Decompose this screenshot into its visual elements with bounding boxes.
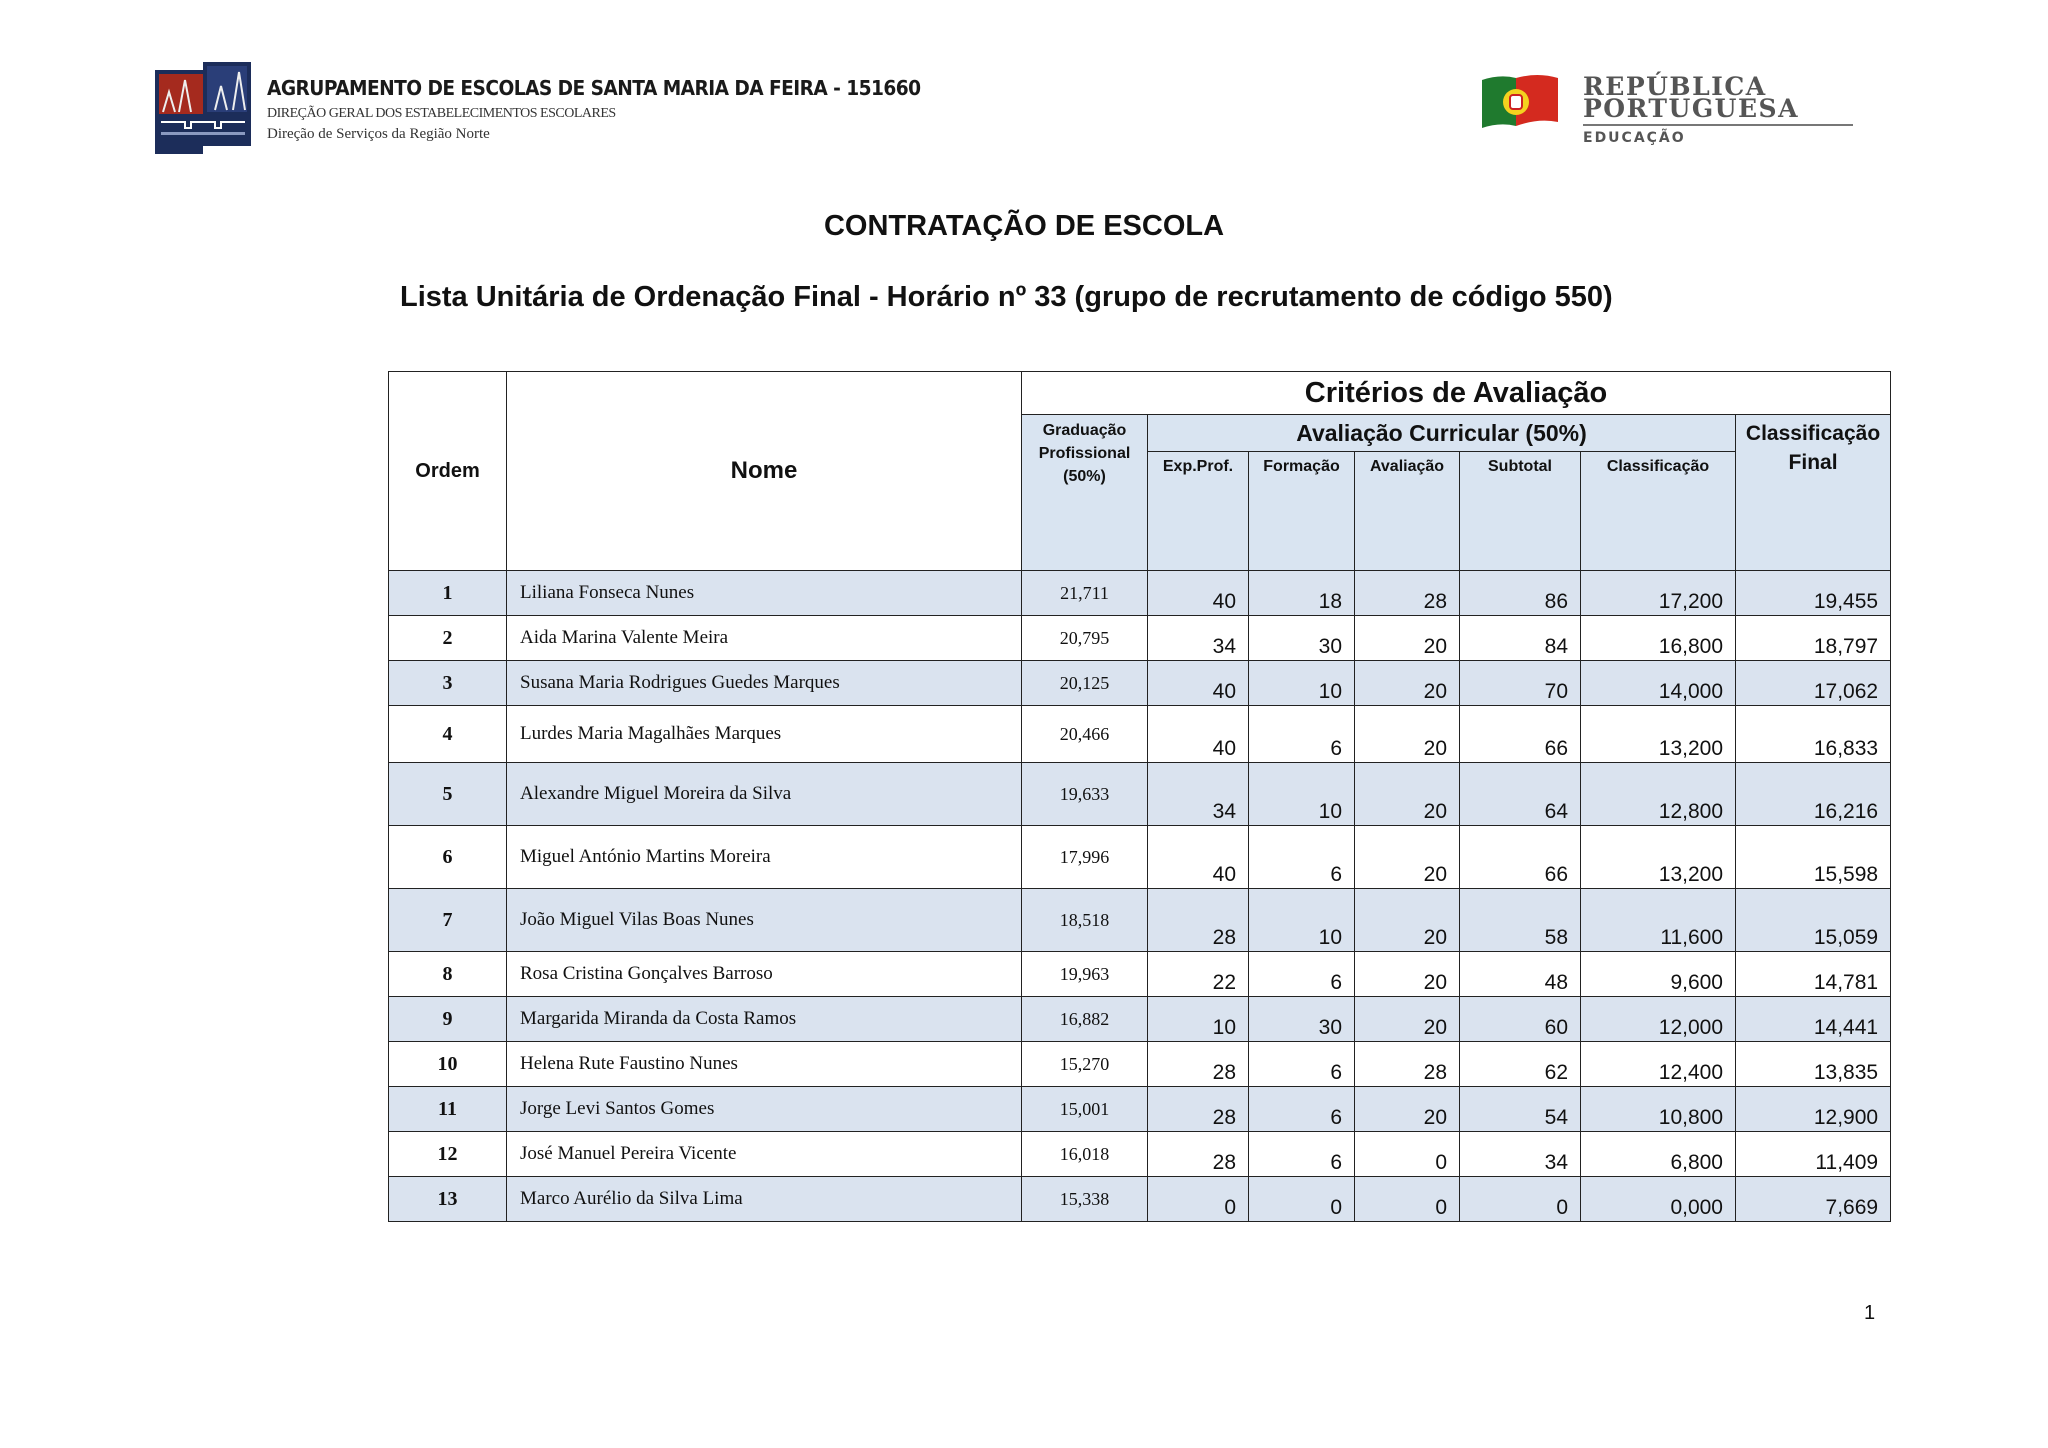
document-subtitle: Lista Unitária de Ordenação Final - Horário nº 33 (grupo de recrutamento de código 550) [400,281,1613,313]
cell-classificacao-final: 19,455 [1736,571,1891,616]
cell-ordem: 13 [389,1177,507,1222]
table-row [389,889,1891,952]
cell-formacao: 6 [1249,826,1355,889]
cell-formacao: 0 [1249,1177,1355,1222]
header-graduacao-line2: Profissional [1038,445,1131,462]
cell-nome: José Manuel Pereira Vicente [507,1132,1022,1177]
cell-nome: Jorge Levi Santos Gomes [507,1087,1022,1132]
cell-graduacao: 20,795 [1022,616,1148,661]
cell-nome: João Miguel Vilas Boas Nunes [507,889,1022,952]
cell-classificacao-final: 14,441 [1736,997,1891,1042]
table-row [389,997,1891,1042]
cell-ordem: 8 [389,952,507,997]
cell-graduacao: 15,338 [1022,1177,1148,1222]
table-row [389,661,1891,706]
cell-exp-prof: 40 [1148,571,1249,616]
cell-formacao: 6 [1249,952,1355,997]
header-classificacao-final-line2: Final [1788,451,1838,474]
cell-ordem: 10 [389,1042,507,1087]
cell-avaliacao: 20 [1355,997,1460,1042]
cell-nome: Helena Rute Faustino Nunes [507,1042,1022,1087]
cell-classificacao: 13,200 [1581,706,1736,763]
table-row [389,826,1891,889]
cell-avaliacao: 20 [1355,661,1460,706]
table-row [389,1177,1891,1222]
header-avaliacao-curricular: Avaliação Curricular (50%) [1148,415,1736,452]
cell-subtotal: 34 [1460,1132,1581,1177]
cell-ordem: 1 [389,571,507,616]
cell-exp-prof: 0 [1148,1177,1249,1222]
cell-formacao: 6 [1249,1042,1355,1087]
header-classificacao-final-line1: Classificação [1745,422,1881,445]
cell-classificacao: 9,600 [1581,952,1736,997]
cell-formacao: 10 [1249,763,1355,826]
cell-graduacao: 19,963 [1022,952,1148,997]
header-classificacao: Classificação [1581,452,1736,571]
republic-line1: REPÚBLICA [1583,72,1767,101]
cell-classificacao-final: 18,797 [1736,616,1891,661]
cell-formacao: 30 [1249,997,1355,1042]
cell-subtotal: 66 [1460,706,1581,763]
cell-avaliacao: 0 [1355,1177,1460,1222]
cell-subtotal: 0 [1460,1177,1581,1222]
cell-avaliacao: 20 [1355,616,1460,661]
cell-exp-prof: 34 [1148,763,1249,826]
cell-subtotal: 62 [1460,1042,1581,1087]
cell-ordem: 12 [389,1132,507,1177]
republic-divider [1583,124,1853,126]
table-row [389,763,1891,826]
cell-classificacao: 10,800 [1581,1087,1736,1132]
cell-ordem: 7 [389,889,507,952]
cell-classificacao-final: 13,835 [1736,1042,1891,1087]
header-avaliacao: Avaliação [1355,452,1460,571]
republic-header [1480,72,1880,152]
school-header [155,62,921,157]
cell-graduacao: 16,018 [1022,1132,1148,1177]
cell-classificacao-final: 12,900 [1736,1087,1891,1132]
table-row [389,571,1891,616]
header-graduacao [1022,415,1148,571]
cell-formacao: 6 [1249,1132,1355,1177]
cell-exp-prof: 28 [1148,1132,1249,1177]
header-nome: Nome [507,372,1022,571]
header-ordem: Ordem [389,372,507,571]
cell-classificacao-final: 16,833 [1736,706,1891,763]
header-subtotal: Subtotal [1460,452,1581,571]
cell-nome: Lurdes Maria Magalhães Marques [507,706,1022,763]
cell-graduacao: 15,270 [1022,1042,1148,1087]
cell-formacao: 10 [1249,889,1355,952]
cell-subtotal: 70 [1460,661,1581,706]
cell-classificacao: 0,000 [1581,1177,1736,1222]
cell-avaliacao: 20 [1355,763,1460,826]
cell-classificacao: 17,200 [1581,571,1736,616]
table-row [389,616,1891,661]
cell-nome: Margarida Miranda da Costa Ramos [507,997,1022,1042]
header-formacao: Formação [1249,452,1355,571]
cell-nome: Liliana Fonseca Nunes [507,571,1022,616]
cell-subtotal: 86 [1460,571,1581,616]
header-graduacao-line1: Graduação [1042,422,1127,439]
cell-avaliacao: 20 [1355,826,1460,889]
cell-avaliacao: 0 [1355,1132,1460,1177]
cell-classificacao: 12,000 [1581,997,1736,1042]
table-row [389,952,1891,997]
table-row [389,1087,1891,1132]
header-exp-prof: Exp.Prof. [1148,452,1249,571]
portugal-flag-icon [1480,72,1560,130]
cell-classificacao-final: 16,216 [1736,763,1891,826]
cell-formacao: 6 [1249,1087,1355,1132]
header-graduacao-line3: (50%) [1063,468,1106,485]
school-name: AGRUPAMENTO DE ESCOLAS DE SANTA MARIA DA FEIRA - 151660 [267,76,921,100]
document-title: CONTRATAÇÃO DE ESCOLA [823,210,1225,242]
cell-classificacao: 16,800 [1581,616,1736,661]
school-logo-icon [155,62,251,154]
cell-exp-prof: 34 [1148,616,1249,661]
cell-ordem: 9 [389,997,507,1042]
cell-avaliacao: 28 [1355,1042,1460,1087]
cell-formacao: 10 [1249,661,1355,706]
cell-classificacao: 12,400 [1581,1042,1736,1087]
cell-graduacao: 20,125 [1022,661,1148,706]
cell-ordem: 5 [389,763,507,826]
cell-graduacao: 18,518 [1022,889,1148,952]
cell-nome: Miguel António Martins Moreira [507,826,1022,889]
cell-classificacao: 6,800 [1581,1132,1736,1177]
cell-nome: Aida Marina Valente Meira [507,616,1022,661]
cell-graduacao: 20,466 [1022,706,1148,763]
cell-graduacao: 19,633 [1022,763,1148,826]
cell-ordem: 3 [389,661,507,706]
table-row [389,1132,1891,1177]
school-region: Direção de Serviços da Região Norte [267,126,490,142]
cell-classificacao-final: 17,062 [1736,661,1891,706]
cell-subtotal: 66 [1460,826,1581,889]
cell-graduacao: 17,996 [1022,826,1148,889]
cell-subtotal: 60 [1460,997,1581,1042]
cell-exp-prof: 28 [1148,1087,1249,1132]
cell-exp-prof: 28 [1148,889,1249,952]
cell-graduacao: 15,001 [1022,1087,1148,1132]
cell-subtotal: 84 [1460,616,1581,661]
header-classificacao-final [1736,415,1891,571]
cell-nome: Rosa Cristina Gonçalves Barroso [507,952,1022,997]
cell-subtotal: 58 [1460,889,1581,952]
page-number: 1 [1864,1302,1876,1324]
cell-classificacao-final: 14,781 [1736,952,1891,997]
cell-subtotal: 54 [1460,1087,1581,1132]
table-body [389,571,1891,1222]
cell-classificacao: 12,800 [1581,763,1736,826]
cell-classificacao: 13,200 [1581,826,1736,889]
cell-exp-prof: 40 [1148,826,1249,889]
cell-avaliacao: 20 [1355,889,1460,952]
cell-classificacao: 11,600 [1581,889,1736,952]
cell-exp-prof: 28 [1148,1042,1249,1087]
school-directorate: DIREÇÃO GERAL DOS ESTABELECIMENTOS ESCOLARES [267,106,616,121]
cell-nome: Susana Maria Rodrigues Guedes Marques [507,661,1022,706]
cell-classificacao-final: 15,598 [1736,826,1891,889]
ranking-table [388,371,1891,1222]
header-criterios: Critérios de Avaliação [1022,372,1891,415]
cell-formacao: 6 [1249,706,1355,763]
cell-ordem: 6 [389,826,507,889]
cell-exp-prof: 10 [1148,997,1249,1042]
cell-ordem: 11 [389,1087,507,1132]
cell-nome: Alexandre Miguel Moreira da Silva [507,763,1022,826]
cell-classificacao-final: 7,669 [1736,1177,1891,1222]
cell-subtotal: 48 [1460,952,1581,997]
cell-exp-prof: 40 [1148,661,1249,706]
republic-ministry: EDUCAÇÃO [1583,130,1686,146]
cell-formacao: 30 [1249,616,1355,661]
table-row [389,1042,1891,1087]
cell-avaliacao: 20 [1355,1087,1460,1132]
cell-formacao: 18 [1249,571,1355,616]
cell-ordem: 2 [389,616,507,661]
cell-avaliacao: 20 [1355,706,1460,763]
cell-graduacao: 21,711 [1022,571,1148,616]
cell-classificacao-final: 15,059 [1736,889,1891,952]
cell-exp-prof: 40 [1148,706,1249,763]
cell-nome: Marco Aurélio da Silva Lima [507,1177,1022,1222]
republic-line2: PORTUGUESA [1583,94,1799,123]
cell-subtotal: 64 [1460,763,1581,826]
cell-classificacao-final: 11,409 [1736,1132,1891,1177]
cell-avaliacao: 20 [1355,952,1460,997]
cell-classificacao: 14,000 [1581,661,1736,706]
cell-graduacao: 16,882 [1022,997,1148,1042]
cell-exp-prof: 22 [1148,952,1249,997]
table-row [389,706,1891,763]
cell-avaliacao: 28 [1355,571,1460,616]
cell-ordem: 4 [389,706,507,763]
